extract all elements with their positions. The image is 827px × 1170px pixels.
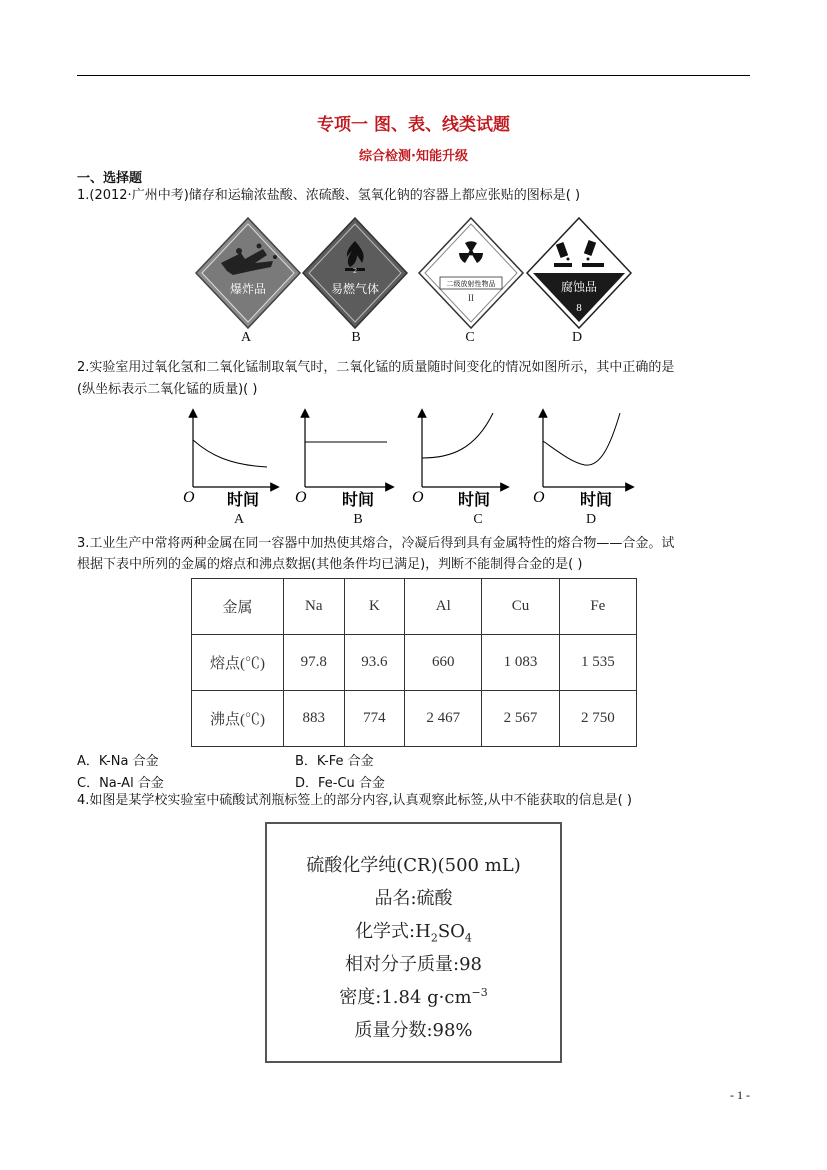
table-cell: 熔点(℃) [192,635,284,691]
option-label-c: C [465,330,475,345]
question-4-text: 4.如图是某学校实验室中硫酸试剂瓶标签上的部分内容,认真观察此标签,从中不能获取的信息是( ) [77,793,632,808]
table-row [192,691,637,747]
table-cell: 883 [284,691,345,747]
table-cell: 97.8 [284,635,345,691]
metal-properties-table [191,578,637,747]
table-cell: 1 083 [482,635,559,691]
page-number: - 1 - [730,1088,750,1102]
explosive-sign [193,213,303,333]
sign-a-text: 爆炸品 [229,282,267,296]
label-line-name: 品名:硫酸 [374,888,453,909]
table-row [192,635,637,691]
question-1-text: 1.(2012·广州中考)储存和运输浓盐酸、浓硫酸、氢氧化钠的容器上都应张贴的图标是( ) [77,188,581,203]
graph-label-b: B [353,512,363,527]
graph-a-curve [193,440,267,467]
table-cell: 2 750 [559,691,636,747]
page-title: 专项一 图、表、线类试题 [317,115,510,135]
table-cell: 774 [344,691,405,747]
graph-label-d: D [585,512,597,527]
option-label-d: D [571,330,583,345]
section-heading: 一、选择题 [77,171,143,186]
option-label-b: B [351,330,361,345]
table-header-cell: Cu [482,579,559,635]
graph-d [533,413,630,509]
graph-label-c: C [473,512,483,527]
table-header-cell: K [344,579,405,635]
table-header-cell: Na [284,579,345,635]
sign-b-text: 易燃气体 [330,282,380,296]
label-line-molar-mass: 相对分子质量:98 [345,954,482,975]
table-header-cell: 金属 [192,579,284,635]
mass-time-graphs [175,405,655,517]
sign-c-class: II [468,293,474,303]
header-rule [77,75,750,76]
radioactive-sign [416,213,526,333]
table-cell: 沸点(℃) [192,691,284,747]
label-line-formula: 化学式$:H_2SO_4$ [355,921,472,945]
page-subtitle: 综合检测·知能升级 [359,149,468,164]
table-header-row [192,579,637,635]
graph-d-curve [543,413,620,465]
sulfuric-acid-label [265,822,562,1063]
table-cell: 660 [405,635,482,691]
option-label-a: A [240,330,252,345]
table-cell: 93.6 [344,635,405,691]
graph-c-origin: O [412,489,424,506]
table-cell: 2 467 [405,691,482,747]
sign-d-class: 8 [576,302,582,314]
flammable-gas-sign [300,213,410,333]
sign-c-text: 二级放射性物品 [446,280,496,288]
graph-b-xlabel: 时间 [342,490,375,509]
option-a: A．K-Na 合金 [77,754,159,769]
option-c: C．Na-Al 合金 [77,776,164,791]
graph-a-origin: O [183,489,195,506]
label-line-density: 密度:1.84 $g\cdot cm^{-3}$ [339,986,488,1008]
corrosive-sign [524,213,634,333]
sign-d-text: 腐蚀品 [560,280,598,294]
graph-b-origin: O [295,489,307,506]
graph-a-xlabel: 时间 [227,490,260,509]
table-cell: 1 535 [559,635,636,691]
svg-text:2: 2 [352,267,358,275]
graph-b [295,413,390,509]
graph-c [412,413,505,509]
table-header-cell: Al [405,579,482,635]
table-cell: 2 567 [482,691,559,747]
option-b: B．K-Fe 合金 [295,754,374,769]
graph-c-curve [422,413,493,458]
label-line-mass-fraction: 质量分数:98% [354,1020,473,1041]
option-d: D．Fe-Cu 合金 [295,776,385,791]
table-header-cell: Fe [559,579,636,635]
question-2-text-line1: 2.实验室用过氧化氢和二氧化锰制取氧气时，二氧化锰的质量随时间变化的情况如图所示，其中正确的是 [77,360,675,375]
graph-d-xlabel: 时间 [580,490,613,509]
label-line-grade: 硫酸化学纯(CR)(500 mL) [306,855,521,876]
question-3-text-line2: 根据下表中所列的金属的熔点和沸点数据(其他条件均已满足)，判断不能制得合金的是( ) [77,557,583,572]
question-3-text-line1: 3.工业生产中常将两种金属在同一容器中加热使其熔合，冷凝后得到具有金属特性的熔合物——合金。试 [77,536,675,551]
graph-label-a: A [233,512,245,527]
hazard-signs [193,213,613,333]
graph-a [183,413,275,509]
graph-c-xlabel: 时间 [458,490,491,509]
question-2-text-line2: (纵坐标表示二氧化锰的质量)( ) [77,382,258,397]
graph-d-origin: O [533,489,545,506]
